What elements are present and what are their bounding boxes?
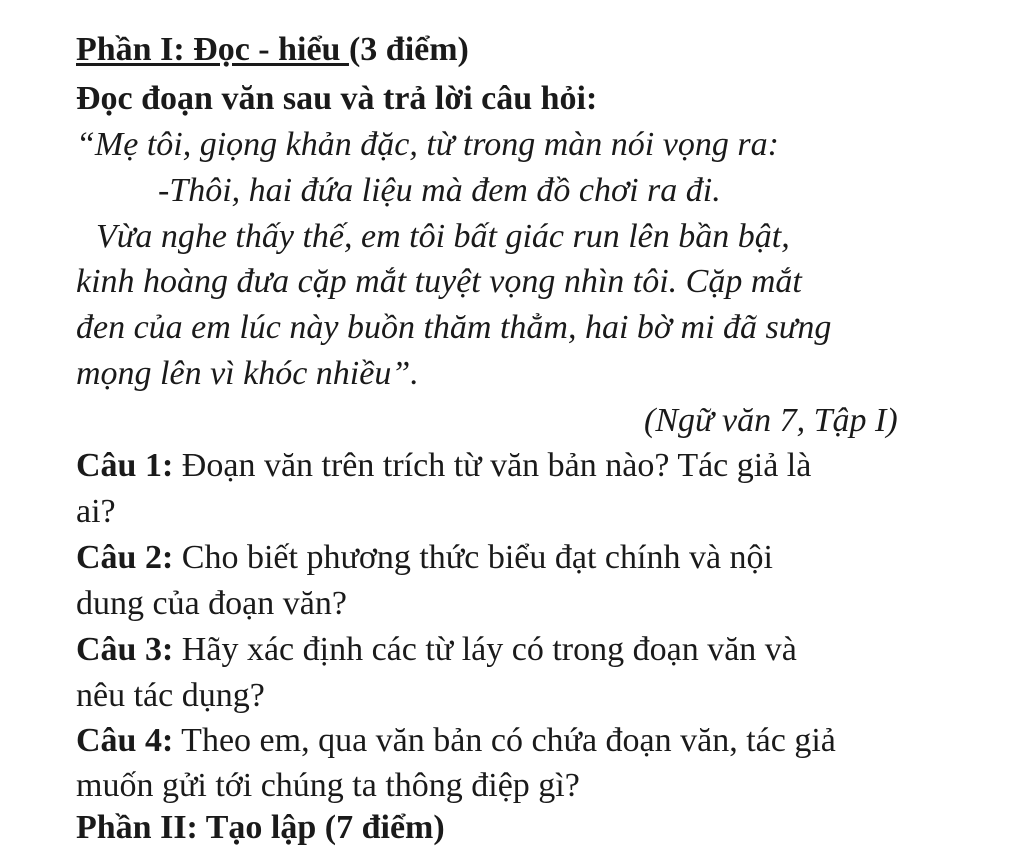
- question-2: [76, 538, 773, 578]
- question-1: [76, 446, 811, 486]
- section-points: (3 điểm): [348, 31, 469, 68]
- section-heading: [76, 30, 469, 70]
- question-text: Đoạn văn trên trích từ văn bản nào? Tác giả là: [173, 447, 812, 484]
- question-text: Hãy xác định các từ láy có trong đoạn văn và: [173, 631, 797, 668]
- next-section-title: Phần II: Tạo lập (7 điểm): [76, 809, 445, 846]
- question-text-continued: dung của đoạn văn?: [76, 585, 347, 622]
- passage-line: mọng lên vì khóc nhiều”.: [76, 355, 419, 392]
- question-text-continued: nêu tác dụng?: [76, 677, 265, 714]
- question-label: Câu 1:: [76, 447, 174, 484]
- passage-line: Vừa nghe thấy thế, em tôi bất giác run lên bần bật,: [96, 218, 790, 255]
- question-4: [76, 721, 836, 761]
- question-label: Câu 4:: [76, 722, 174, 759]
- section-title: Phần I: Đọc - hiểu: [76, 31, 349, 68]
- question-text-continued: ai?: [76, 493, 116, 530]
- next-section-heading-cropped: [76, 808, 445, 846]
- question-text: Cho biết phương thức biểu đạt chính và nội: [173, 539, 773, 576]
- question-text-continued: muốn gửi tới chúng ta thông điệp gì?: [76, 767, 580, 804]
- question-label: Câu 3:: [76, 631, 174, 668]
- question-text: Theo em, qua văn bản có chứa đoạn văn, tác giả: [173, 722, 836, 759]
- passage-line: đen của em lúc này buồn thăm thẳm, hai bờ mi đã sưng: [76, 309, 832, 346]
- passage-line: -Thôi, hai đứa liệu mà đem đồ chơi ra đi.: [158, 172, 721, 209]
- question-3: [76, 630, 797, 670]
- question-label: Câu 2:: [76, 539, 174, 576]
- passage-line: kinh hoàng đưa cặp mắt tuyệt vọng nhìn tôi. Cặp mắt: [76, 263, 802, 300]
- section-instruction: Đọc đoạn văn sau và trả lời câu hỏi:: [76, 80, 598, 117]
- passage-source: (Ngữ văn 7, Tập I): [644, 402, 898, 439]
- passage-line: “Mẹ tôi, giọng khản đặc, từ trong màn nói vọng ra:: [76, 126, 779, 163]
